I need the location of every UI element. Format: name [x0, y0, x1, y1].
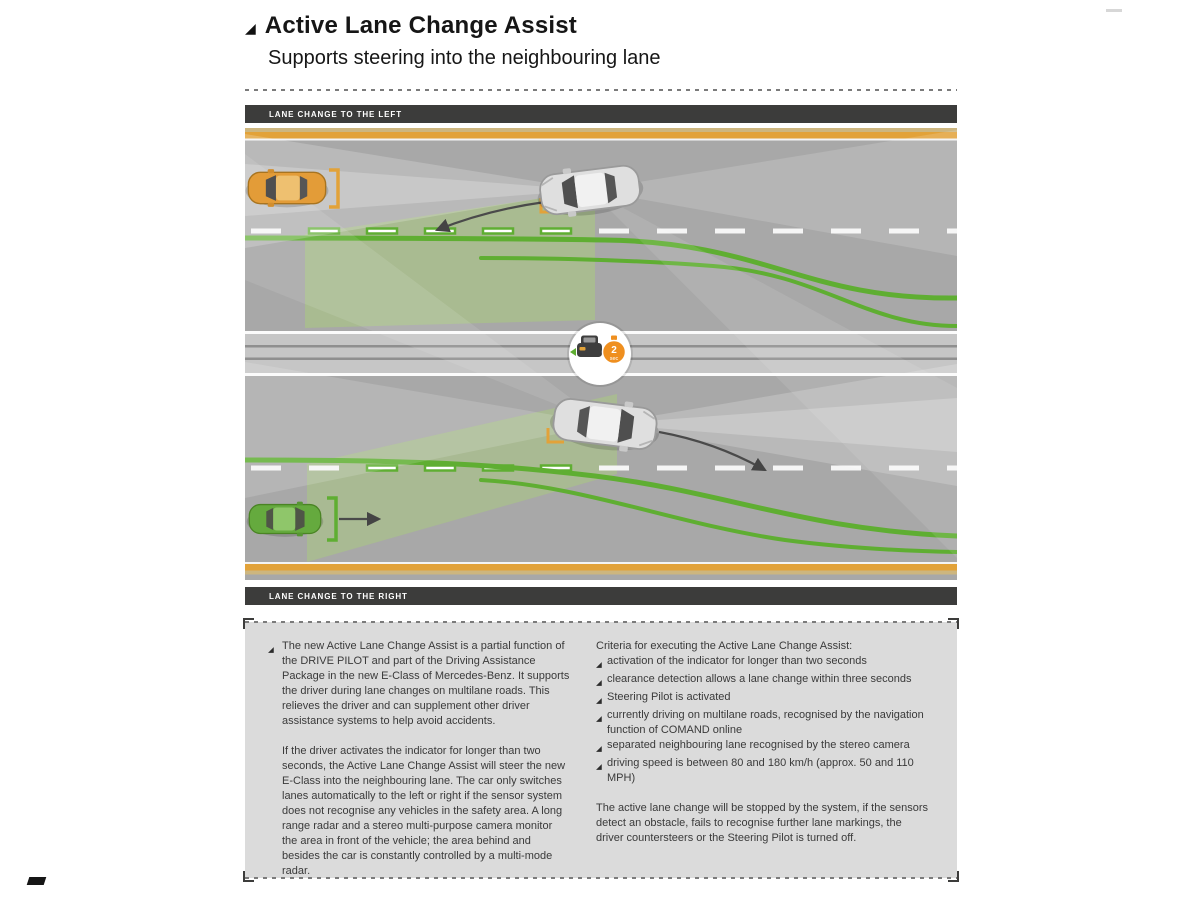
lane-change-diagram [245, 105, 957, 605]
criteria-text: Steering Pilot is activated [607, 691, 731, 703]
stopwatch-time: 2 [611, 345, 617, 356]
orange-car [246, 169, 329, 207]
bullet-icon: ◢ [596, 660, 602, 669]
diagram-header-bar [245, 105, 957, 123]
criteria-text: separated neighbouring lane recognised by the stereo camera [607, 739, 910, 751]
edge-artifact [1106, 9, 1122, 12]
function-paragraph: If the driver activates the indicator for longer than two seconds, the Active Lane Change Assist will steer the new E-Class into the neighbouring lane. The car only switches lanes automatically to the left or right if the sensor system does not recognise any vehicles in the safety area. A long range radar and a stereo multi-purpose camera monitor the area in front of the vehicle; the area behind and besides the car is constantly controlled by a multi-mode radar. [282, 745, 566, 877]
bullet-icon: ◢ [268, 645, 274, 654]
stopwatch-unit: sec [609, 356, 619, 362]
bullet-icon: ◢ [596, 696, 602, 705]
info-box [245, 622, 957, 878]
crop-mark-bottom-right [948, 871, 959, 882]
diagram-header-label: LANE CHANGE TO THE LEFT [269, 109, 402, 119]
closing-paragraph: The active lane change will be stopped by the system, if the sensors detect an obstacle, fails to recognise further lane markings, the driver countersteers or the Steering Pilot is turned off. [596, 802, 929, 844]
bullet-icon: ◢ [596, 762, 602, 771]
crop-mark-top-right [948, 618, 959, 629]
crop-mark-bottom-left [243, 871, 254, 882]
bullet-icon: ◢ [596, 744, 602, 753]
title-marker-icon: ◢ [245, 20, 256, 36]
criteria-item [596, 690, 930, 708]
separator-dashed-top [245, 89, 957, 91]
diagram-footer-bar [245, 587, 957, 605]
info-box-top-dashed-line [245, 621, 957, 623]
criteria-text: driving speed is between 80 and 180 km/h (approx. 50 and 110 MPH) [607, 757, 914, 784]
diagram-footer-label: LANE CHANGE TO THE RIGHT [269, 591, 408, 601]
criteria-item [596, 654, 930, 672]
road-illustration [245, 128, 957, 580]
criteria-text: clearance detection allows a lane change within three seconds [607, 673, 912, 685]
criteria-item [596, 672, 930, 690]
green-car [247, 502, 324, 537]
criteria-text: currently driving on multilane roads, recognised by the navigation function of COMAND online [607, 709, 924, 736]
corner-artifact [27, 877, 47, 885]
info-box-bottom-dashed-line [245, 877, 957, 879]
bullet-icon: ◢ [596, 678, 602, 687]
page-title: Active Lane Change Assist [264, 12, 577, 39]
criteria-item [596, 738, 930, 756]
page-subtitle: Supports steering into the neighbouring lane [268, 47, 661, 69]
criteria-item [596, 708, 930, 738]
info-left-column [268, 639, 570, 879]
criteria-heading: Criteria for executing the Active Lane Change Assist: [596, 640, 853, 652]
title-block [245, 12, 661, 70]
indicator-badge [567, 321, 633, 387]
criteria-item [596, 756, 930, 786]
crop-mark-top-left [243, 618, 254, 629]
criteria-text: activation of the indicator for longer than two seconds [607, 655, 867, 667]
bullet-icon: ◢ [596, 714, 602, 723]
intro-paragraph: The new Active Lane Change Assist is a partial function of the DRIVE PILOT and part of the Driving Assistance Package in the new E-Class of Mercedes-Benz. It supports the driver during lane changes on multilane roads. This relieves the driver and can supplement other driver assistance systems to help avoid accidents. [282, 640, 570, 727]
info-right-column [596, 639, 930, 879]
criteria-list [596, 654, 930, 786]
